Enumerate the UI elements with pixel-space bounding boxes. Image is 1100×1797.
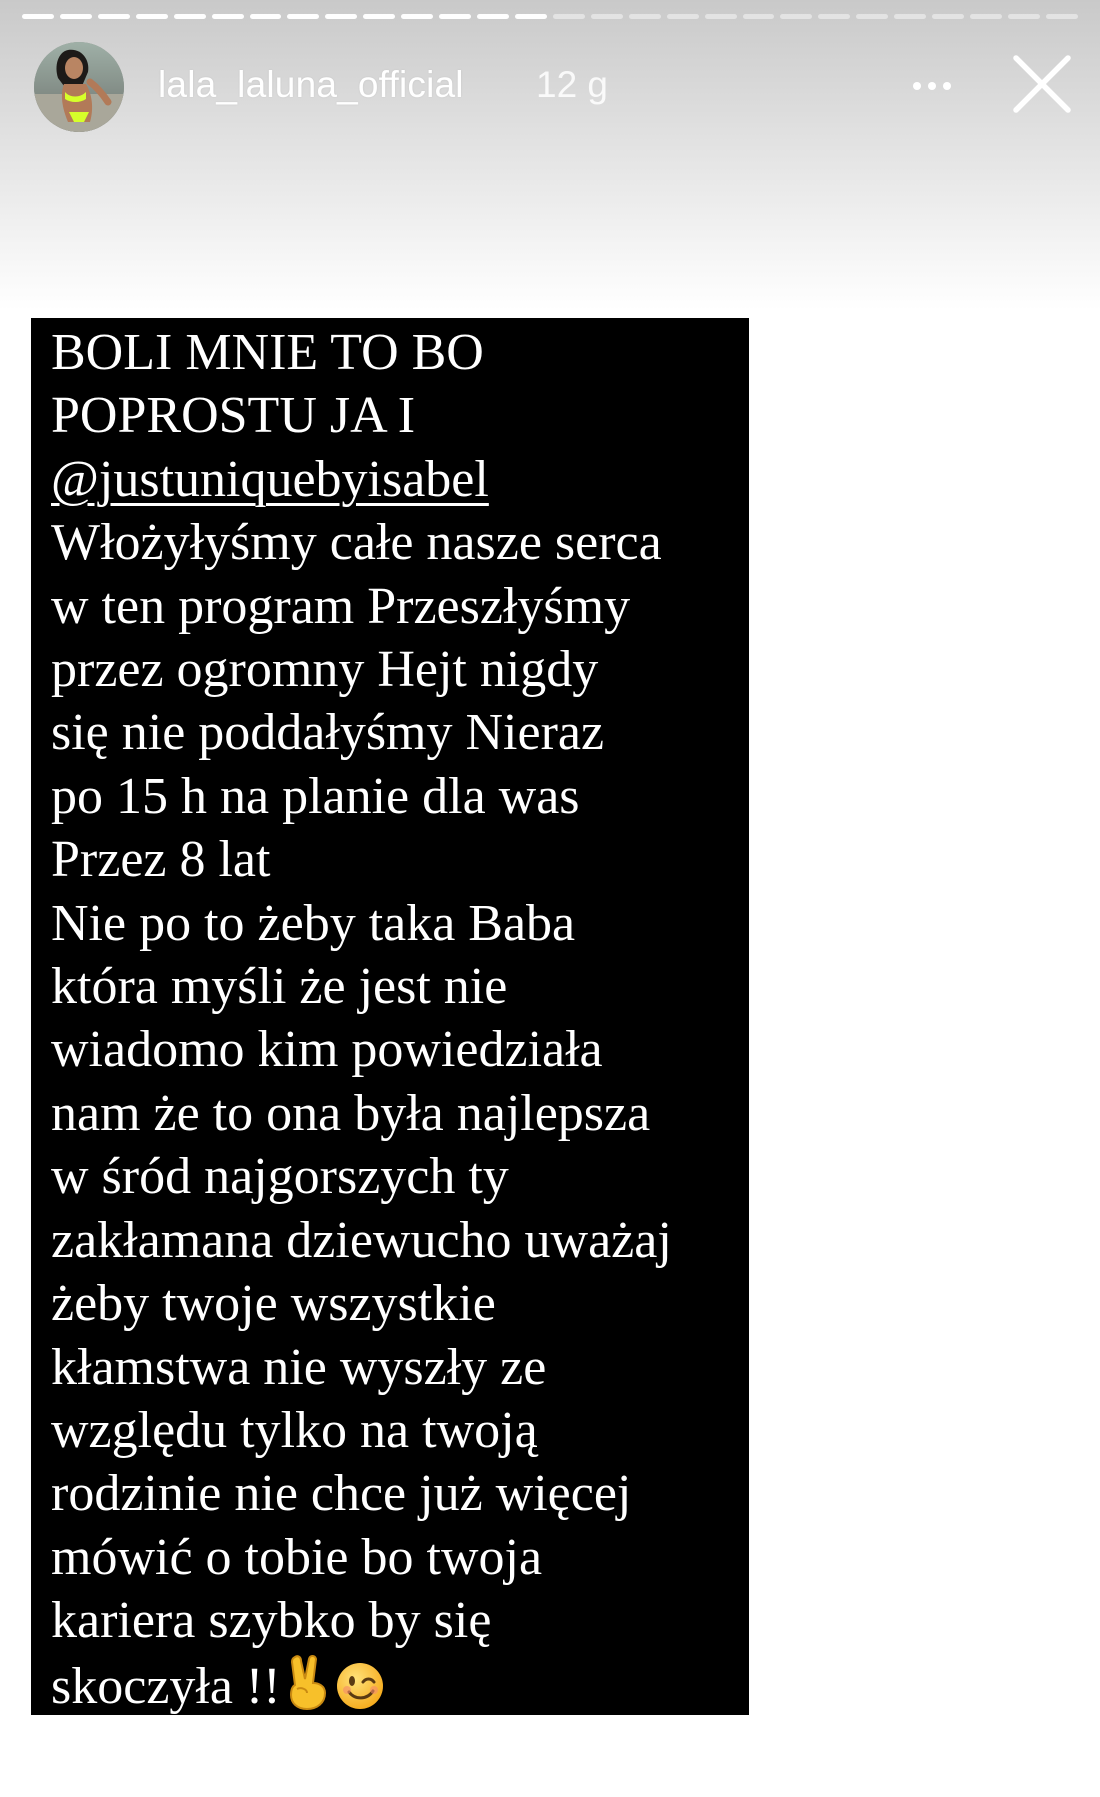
story-username[interactable]: lala_laluna_official (158, 64, 464, 105)
progress-segment (818, 14, 850, 19)
progress-segment (932, 14, 964, 19)
victory-hand-icon (285, 1653, 331, 1726)
story-line: żeby twoje wszystkie (51, 1275, 496, 1333)
story-line: przez ogromny Hejt nigdy (51, 641, 599, 699)
progress-segment (477, 14, 509, 19)
story-line: mówić o tobie bo twoja (51, 1528, 543, 1586)
story-line: wiadomo kim powiedziała (51, 1021, 603, 1079)
progress-segment (98, 14, 130, 19)
story-line: w ten program Przeszłyśmy (51, 577, 631, 635)
story-line: się nie poddałyśmy Nieraz (51, 704, 605, 762)
progress-segment (439, 14, 471, 19)
progress-segment (780, 14, 812, 19)
progress-segment (325, 14, 357, 19)
story-line: kłamstwa nie wyszły ze (51, 1338, 547, 1396)
story-line: po 15 h na planie dla was (51, 767, 580, 825)
progress-segment (287, 14, 319, 19)
winking-face-icon (335, 1661, 385, 1726)
story-line: POPROSTU JA I (51, 387, 416, 445)
progress-segment (174, 14, 206, 19)
progress-segment (363, 14, 395, 19)
progress-segment (22, 14, 54, 19)
story-line-last-text: skoczyła !! (51, 1657, 281, 1715)
story-line: w śród najgorszych ty (51, 1148, 509, 1206)
story-line: względu tylko na twoją (51, 1401, 538, 1459)
story-line: rodzinie nie chce już więcej (51, 1465, 632, 1523)
progress-segment (591, 14, 623, 19)
more-horizontal-icon (913, 82, 921, 90)
story-header (34, 42, 1074, 134)
story-line: nam że to ona była najlepsza (51, 1084, 651, 1142)
progress-segment (629, 14, 661, 19)
progress-segment (667, 14, 699, 19)
progress-segment (894, 14, 926, 19)
more-options-button[interactable] (902, 68, 962, 104)
more-horizontal-icon-dot (943, 82, 951, 90)
story-line: BOLI MNIE TO BO (51, 324, 484, 381)
more-horizontal-icon-dot (928, 82, 936, 90)
progress-segment (1046, 14, 1078, 19)
progress-segment (856, 14, 888, 19)
progress-segment (136, 14, 168, 19)
progress-segment (515, 14, 547, 19)
story-line: kariera szybko by się (51, 1592, 492, 1650)
story-progress-bar (22, 14, 1078, 19)
story-line: Nie po to żeby taka Baba (51, 894, 576, 952)
story-text-card (31, 318, 749, 1715)
close-button[interactable] (1010, 52, 1074, 116)
story-line: Włożyłyśmy całe nasze serca (51, 514, 662, 572)
story-timestamp: 12 g (536, 64, 609, 105)
progress-segment (705, 14, 737, 19)
story-line: która myśli że jest nie (51, 958, 508, 1016)
mention-link[interactable]: @justuniquebyisabel (51, 450, 489, 508)
story-line: zakłamana dziewucho uważaj (51, 1211, 672, 1269)
progress-segment (212, 14, 244, 19)
progress-segment (743, 14, 775, 19)
story-line: Przez 8 lat (51, 831, 271, 889)
progress-segment (250, 14, 282, 19)
progress-segment (1008, 14, 1040, 19)
story-line-last (51, 1653, 733, 1726)
progress-segment (553, 14, 585, 19)
progress-segment (970, 14, 1002, 19)
close-icon (1010, 52, 1074, 116)
story-text (51, 321, 733, 1726)
avatar[interactable] (34, 42, 124, 132)
progress-segment (60, 14, 92, 19)
progress-segment (401, 14, 433, 19)
